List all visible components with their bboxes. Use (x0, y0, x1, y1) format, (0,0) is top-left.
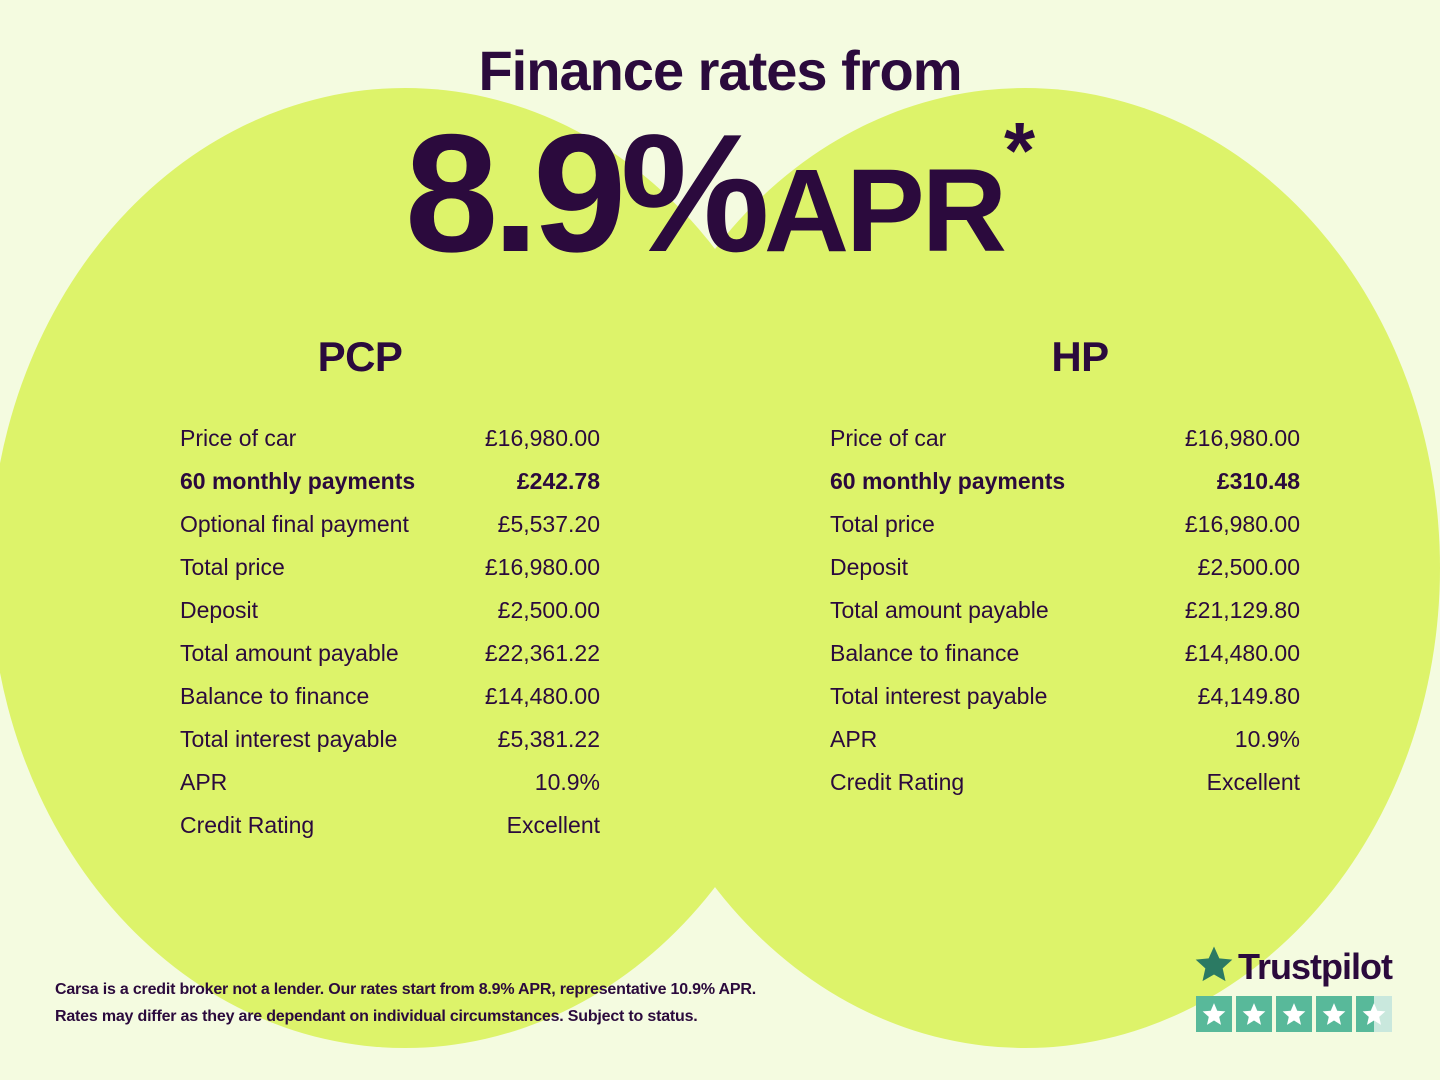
trustpilot-rating (1192, 944, 1392, 1032)
table-row (830, 675, 1300, 718)
row-value: £16,980.00 (1184, 425, 1300, 452)
row-label: Total price (180, 554, 285, 581)
row-value: £2,500.00 (1197, 554, 1300, 581)
star-icon (1196, 996, 1232, 1032)
row-value: £242.78 (516, 468, 600, 495)
trustpilot-header (1192, 944, 1392, 989)
row-value: £22,361.22 (484, 640, 600, 667)
table-row (180, 589, 600, 632)
half-star-icon (1356, 996, 1392, 1032)
row-value: £16,980.00 (484, 425, 600, 452)
pcp-rows (0, 417, 720, 847)
disclaimer-line-2: Rates may differ as they are dependant on individual circumstances. Subject to status. (55, 1007, 698, 1025)
finance-column-pcp (0, 333, 720, 847)
finance-comparison (0, 333, 1440, 847)
table-row (180, 675, 600, 718)
column-title-hp: HP (1051, 333, 1109, 381)
page-title: Finance rates from (478, 39, 962, 102)
star-icon (1236, 996, 1272, 1032)
row-value: £4,149.80 (1197, 683, 1300, 710)
row-value: 10.9% (1234, 726, 1300, 753)
table-row (830, 417, 1300, 460)
disclaimer-line-1: Carsa is a credit broker not a lender. Our rates start from 8.9% APR, representative 10.9% APR. (55, 980, 756, 998)
row-label: APR (180, 769, 228, 796)
apr-asterisk: * (1003, 106, 1036, 195)
row-value: £16,980.00 (1184, 511, 1300, 538)
row-label: Optional final payment (180, 511, 409, 538)
hp-rows (720, 417, 1440, 804)
row-label: Balance to finance (830, 640, 1020, 667)
trustpilot-star-icon (1194, 944, 1234, 989)
row-label: APR (830, 726, 878, 753)
table-row (830, 718, 1300, 761)
row-label: Credit Rating (830, 769, 965, 796)
table-row (180, 417, 600, 460)
table-row (830, 503, 1300, 546)
table-row (830, 546, 1300, 589)
row-label: Deposit (180, 597, 258, 624)
table-row (180, 460, 600, 503)
row-value: Excellent (1206, 769, 1300, 796)
row-value: £2,500.00 (497, 597, 600, 624)
row-label: Total interest payable (180, 726, 398, 753)
row-label: Price of car (830, 425, 947, 452)
table-row (180, 761, 600, 804)
row-label: Price of car (180, 425, 297, 452)
table-row (830, 761, 1300, 804)
row-label: Total amount payable (830, 597, 1049, 624)
row-value: £5,381.22 (497, 726, 600, 753)
table-row (830, 589, 1300, 632)
column-title-pcp: PCP (317, 333, 403, 381)
row-value: £14,480.00 (484, 683, 600, 710)
table-row (180, 632, 600, 675)
trustpilot-stars (1192, 996, 1392, 1032)
apr-rate: 8.9% (404, 99, 764, 287)
row-value: £16,980.00 (484, 554, 600, 581)
star-icon (1316, 996, 1352, 1032)
table-row (830, 632, 1300, 675)
trustpilot-wordmark: Trustpilot (1238, 945, 1392, 987)
row-label: Total price (830, 511, 935, 538)
row-value: £5,537.20 (497, 511, 600, 538)
star-icon (1276, 996, 1312, 1032)
row-value: £14,480.00 (1184, 640, 1300, 667)
disclaimer (55, 976, 756, 1030)
table-row (830, 460, 1300, 503)
finance-column-hp (720, 333, 1440, 847)
table-row (180, 546, 600, 589)
row-label: Total amount payable (180, 640, 399, 667)
row-label: Deposit (830, 554, 908, 581)
row-label: Total interest payable (830, 683, 1048, 710)
row-label: 60 monthly payments (180, 468, 416, 495)
row-value: Excellent (506, 812, 600, 839)
table-row (180, 503, 600, 546)
row-value: £310.48 (1216, 468, 1300, 495)
row-label: Credit Rating (180, 812, 315, 839)
table-row (180, 718, 600, 761)
apr-word: APR (763, 145, 1004, 277)
row-label: Balance to finance (180, 683, 370, 710)
row-value: 10.9% (534, 769, 600, 796)
apr-headline (0, 99, 1440, 287)
table-row (180, 804, 600, 847)
row-value: £21,129.80 (1184, 597, 1300, 624)
row-label: 60 monthly payments (830, 468, 1066, 495)
